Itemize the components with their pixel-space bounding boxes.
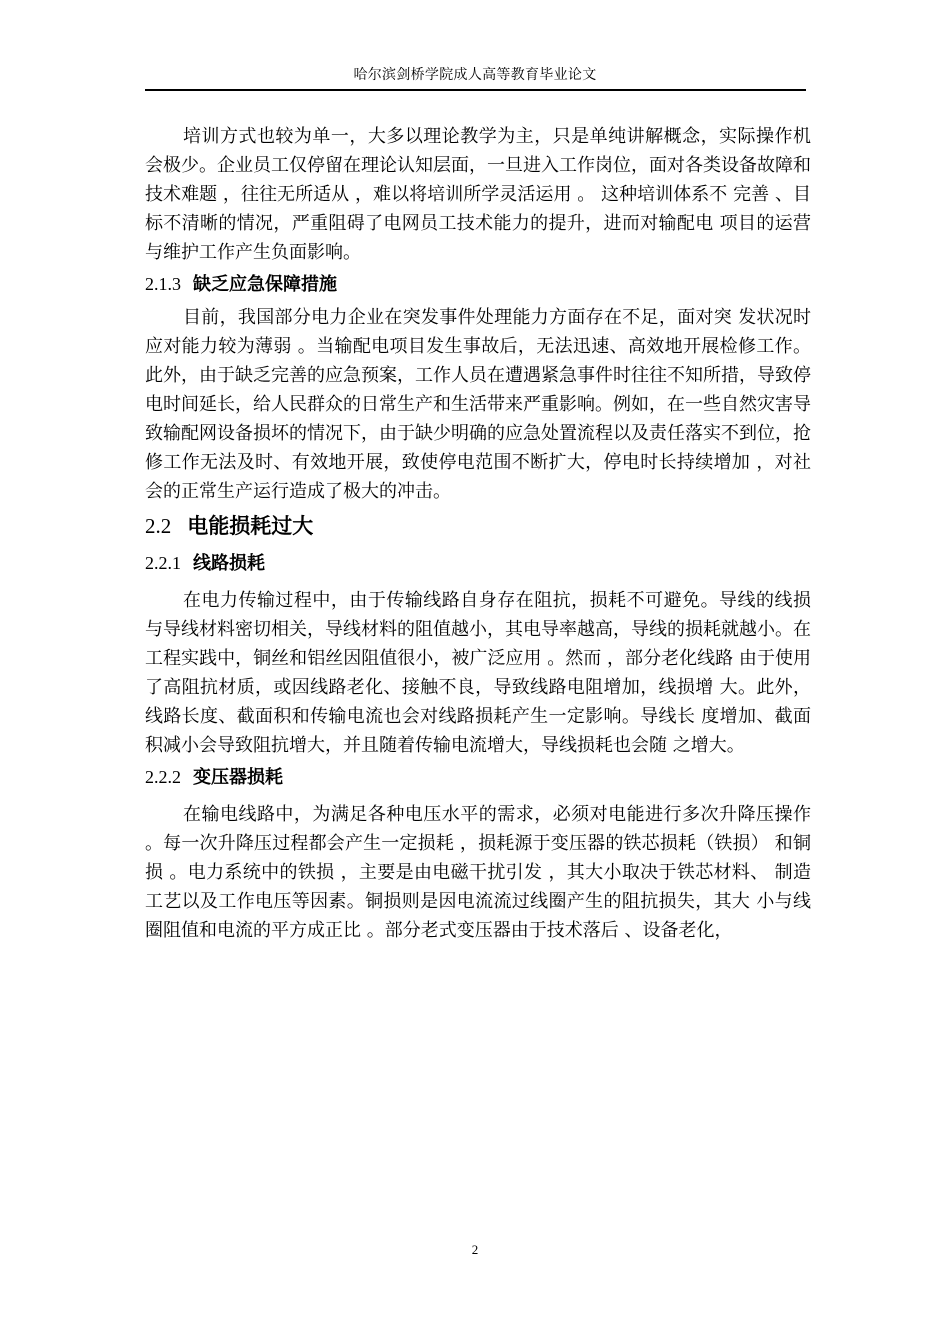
section-title: 变压器损耗 [193,767,283,788]
page-header-title: 哈尔滨剑桥学院成人高等教育毕业论文 [353,67,597,83]
document-body [145,122,811,945]
section-heading-2-2-2 [145,760,811,794]
section-number: 2.1.3 [145,274,181,294]
paragraph-emergency: 目前，我国部分电力企业在突发事件处理能力方面存在不足，面对突 发状况时应对能力较为薄弱 。当输配电项目发生事故后，无法迅速、高效地开展检修工作。此外，由于缺乏完善的应急预案，工作人员在遭遇紧急事件时往往不知所措，导致停电时间延长，给人民群众的日常生产和生活带来严重影响。例如，在一些自然灾害导致输配网设备损坏的情况下，由于缺少明确的应急处置流程以及责任落实不到位，抢修工作无法及时、有效地开展，致使停电范围不断扩大，停电时长持续增加 ，对社会的正常生产运行造成了极大的冲击。 [145,307,811,502]
section-title: 电能损耗过大 [187,514,314,538]
paragraph-training: 培训方式也较为单一，大多以理论教学为主，只是单纯讲解概念，实际操作机会极少。企业员工仅停留在理论认知层面，一旦进入工作岗位，面对各类设备故障和技术难题 ，往往无所适从 ，难以将培训所学灵活运用 。 这种培训体系不 完善 、目标不清晰的情况，严重阻碍了电网员工技术能力的提升，进而对输配电 项目的运营与维护工作产生负面影响。 [145,126,811,263]
page-number: 2 [471,1242,479,1257]
header-divider [145,89,806,91]
section-heading-2-2-1 [145,546,811,580]
section-heading-2-2 [145,506,811,546]
section-heading-2-1-3 [145,267,811,301]
section-number: 2.2 [145,514,172,538]
section-number: 2.2.2 [145,767,181,787]
paragraph-line-loss: 在电力传输过程中，由于传输线路自身存在阻抗，损耗不可避免。导线的线损与导线材料密切相关，导线材料的阻值越小，其电导率越高，导线的损耗就越小。在工程实践中，铜丝和铝丝因阻值很小，被广泛应用 。然而 ，部分老化线路 由于使用了高阻抗材质，或因线路老化、接触不良，导致线路电阻增加，线损增 大。此外，线路长度、截面积和传输电流也会对线路损耗产生一定影响。导线长 度增加、截面积减小会导致阻抗增大，并且随着传输电流增大，导线损耗也会随 之增大。 [145,590,811,756]
paragraph-transformer-loss: 在输电线路中，为满足各种电压水平的需求，必须对电能进行多次升降压操作 。每一次升降压过程都会产生一定损耗 ，损耗源于变压器的铁芯损耗（铁损） 和铜损 。电力系统中的铁损 ，主要是由电磁干扰引发 ，其大小取决于铁芯材料、 制造工艺以及工作电压等因素。铜损则是因电流流过线圈产生的阻抗损失，其大 小与线圈阻值和电流的平方成正比 。部分老式变压器由于技术落后 、设备老化， [145,804,811,941]
section-number: 2.2.1 [145,553,181,573]
section-title: 线路损耗 [193,553,265,574]
section-title: 缺乏应急保障措施 [193,274,337,295]
